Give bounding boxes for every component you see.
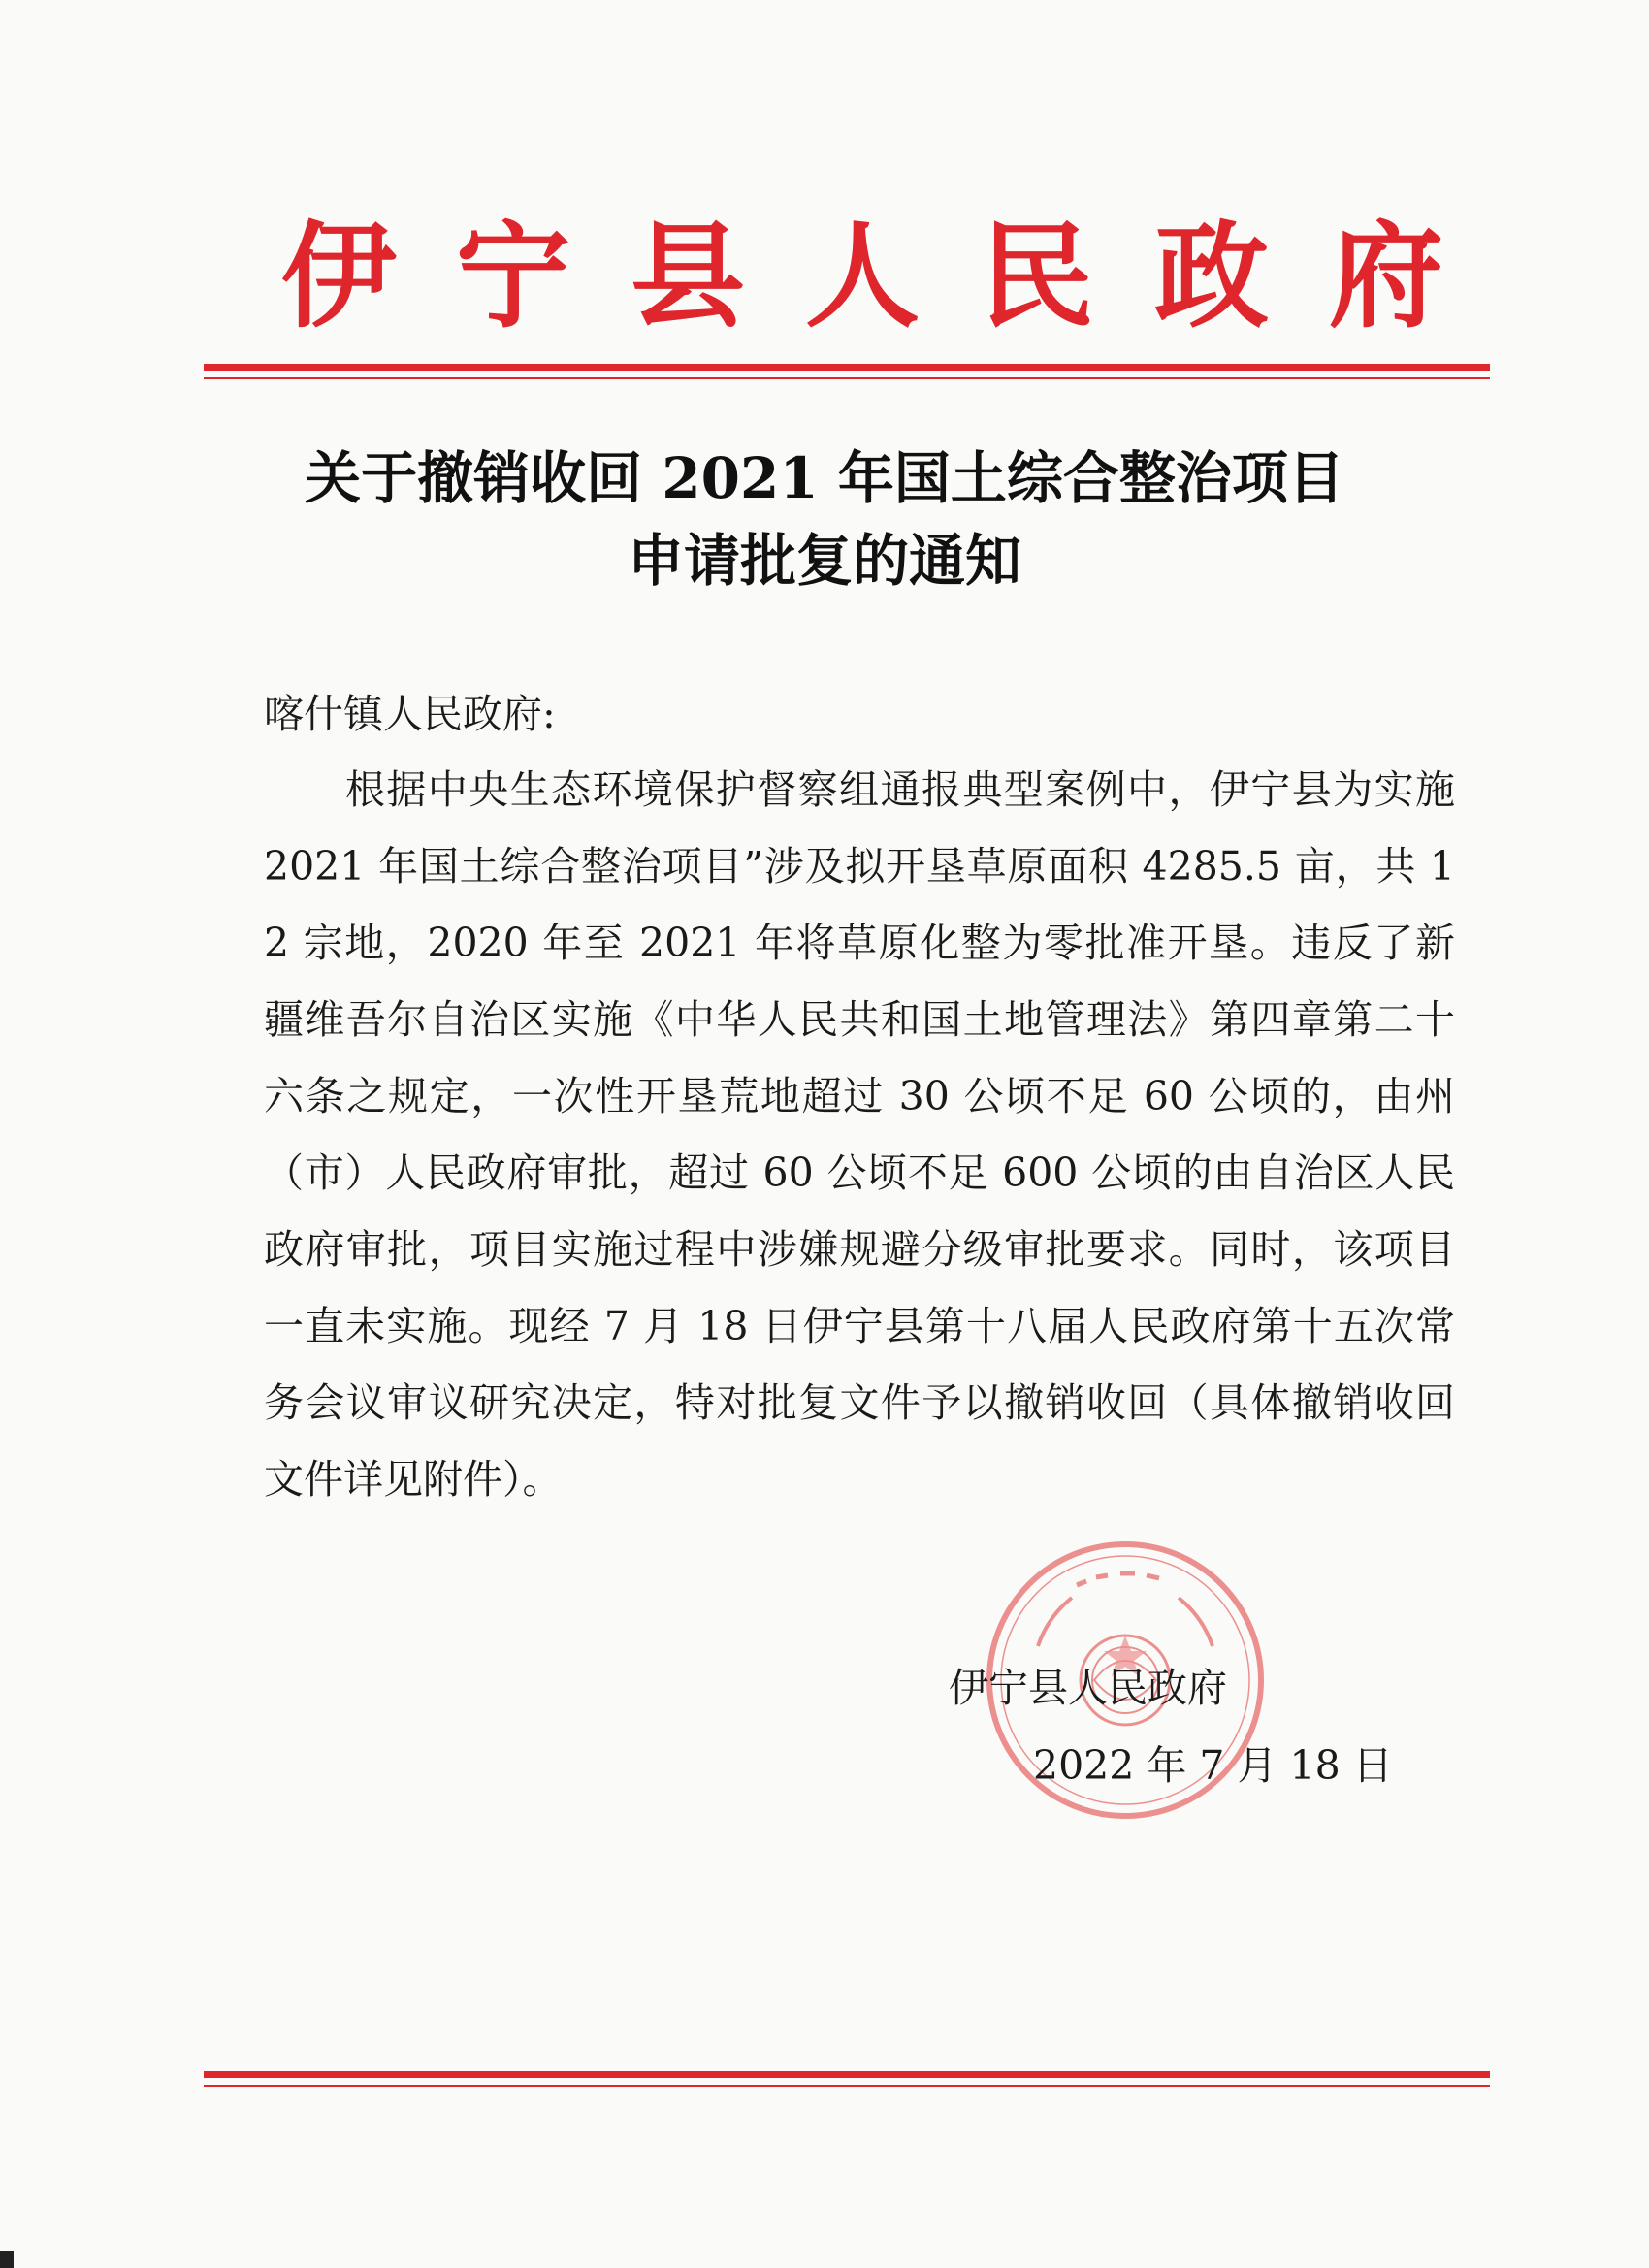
scan-corner-mark: [0, 2251, 14, 2268]
signature-organization: 伊宁县人民政府: [949, 1665, 1227, 1711]
document-title-line-1: 关于撤销收回 2021 年国土综合整治项目: [305, 445, 1344, 511]
footer-divider-thick: [204, 2071, 1490, 2078]
salutation: 喀什镇人民政府:: [264, 691, 556, 737]
body-paragraph: 根据中央生态环境保护督察组通报典型案例中，伊宁县为实施 2021 年国土综合整治项目”涉及拟开垦草原面积 4285.5 亩，共 12 宗地，2020 年至 2021 年将草原化整为零批准开垦。违反了新疆维吾尔自治区实施《中华人民共和国土地管理法》第四章第二十六条之规定，一次性开垦荒地超过 30 公顷不足 60 公顷的，由州（市）人民政府审批，超过 60 公顷不足 600 公顷的由自治区人民政府审批，项目实施过程中涉嫌规避分级审批要求。同时，该项目一直未实施。现经 7 月 18 日伊宁县第十八届人民政府第十五次常务会议审议研究决定，特对批复文件予以撤销收回（具体撤销收回文件详见附件）。: [264, 766, 1455, 1503]
footer-divider-thin: [204, 2085, 1490, 2087]
header-divider-thin: [204, 377, 1490, 379]
signature-date: 2022 年 7 月 18 日: [1033, 1742, 1393, 1789]
header-divider-thick: [204, 364, 1490, 371]
issuer-header: 伊宁县人民政府: [281, 210, 1504, 343]
document-title-line-2: 申请批复的通知: [627, 528, 1021, 594]
